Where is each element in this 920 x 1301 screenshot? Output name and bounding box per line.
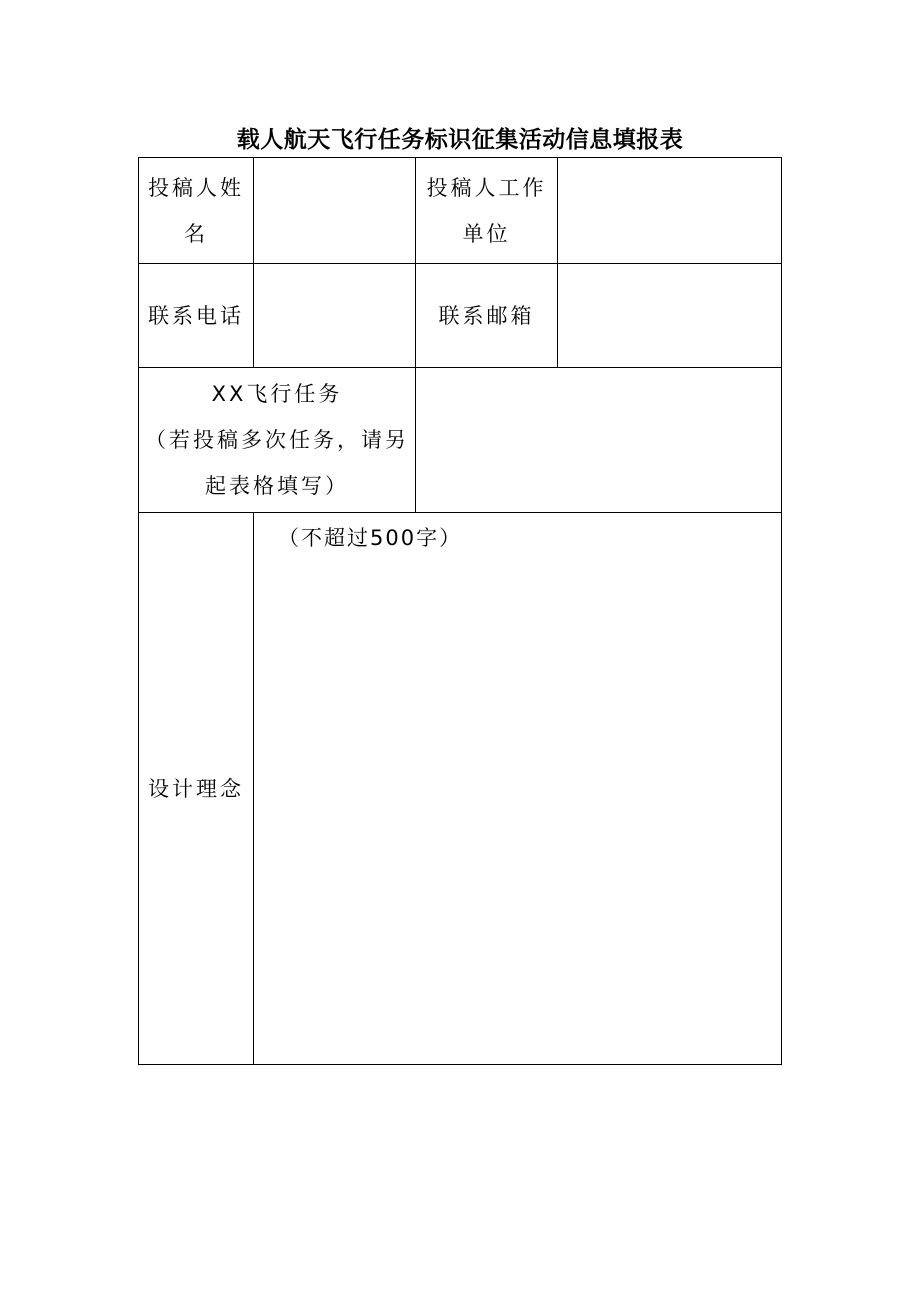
design-concept-hint: （不超过500字）	[278, 526, 463, 550]
table-row	[139, 513, 782, 1065]
submitter-name-field[interactable]	[254, 158, 416, 264]
phone-label-text: 联系电话	[148, 303, 244, 328]
phone-label	[139, 264, 254, 368]
info-form-table	[138, 157, 782, 1065]
submitter-name-label-text: 投稿人姓名	[148, 175, 244, 246]
mission-field[interactable]	[416, 368, 782, 513]
design-concept-label	[139, 513, 254, 1065]
design-concept-label-text: 设计理念	[148, 776, 244, 801]
table-row	[139, 264, 782, 368]
email-field[interactable]	[558, 264, 782, 368]
table-row	[139, 368, 782, 513]
submitter-org-label	[416, 158, 558, 264]
phone-field[interactable]	[254, 264, 416, 368]
submitter-name-label	[139, 158, 254, 264]
mission-label-line2: （若投稿多次任务，请另起表格填写）	[145, 428, 409, 498]
submitter-org-field[interactable]	[558, 158, 782, 264]
mission-label	[139, 368, 416, 513]
submitter-org-label-text: 投稿人工作单位	[426, 175, 547, 246]
email-label-text: 联系邮箱	[438, 303, 535, 328]
email-label	[416, 264, 558, 368]
design-concept-field[interactable]	[254, 513, 782, 1065]
table-row	[139, 158, 782, 264]
mission-label-line1: XX飞行任务	[211, 382, 343, 406]
form-title: 载人航天飞行任务标识征集活动信息填报表	[236, 127, 684, 153]
